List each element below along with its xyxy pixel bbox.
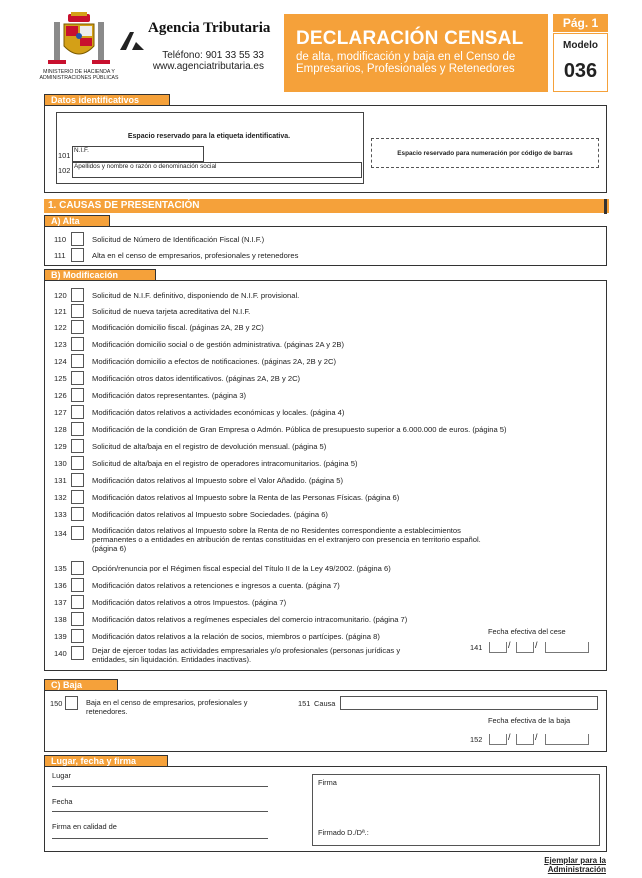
checkbox[interactable] bbox=[71, 473, 84, 487]
item-text: Modificación datos representantes. (página 3) bbox=[92, 391, 247, 400]
form-subtitle-line2: Empresarios, Profesionales y Retenedores bbox=[296, 63, 515, 75]
item-text: Modificación datos relativos al Impuesto sobre la Renta de no Residentes correspondiente a establecimientos permanentes o a entidades en atribución de rentas constituidas en el extranjero con presencia en territorio español. (página 6) bbox=[92, 526, 481, 553]
baja-tab: C) Baja bbox=[44, 679, 118, 691]
item-text: Modificación datos relativos a la relación de socios, miembros o partícipes. (página 8) bbox=[92, 632, 380, 641]
name-code: 102 bbox=[58, 166, 71, 175]
form-title: DECLARACIÓN CENSAL bbox=[296, 28, 524, 49]
checkbox[interactable] bbox=[71, 490, 84, 504]
checkbox[interactable] bbox=[71, 629, 84, 643]
checkbox[interactable] bbox=[71, 578, 84, 592]
item-text: Dejar de ejercer todas las actividades empresariales y/o profesionales (personas jurídicas y entidades, sin liquidación. Entidades inactivas). bbox=[92, 646, 401, 664]
item-text: Modificación datos relativos a otros Impuestos. (página 7) bbox=[92, 598, 287, 607]
agency-website[interactable]: www.agenciatributaria.es bbox=[152, 61, 264, 72]
ministry-name: MINISTERIO DE HACIENDA Y ADMINISTRACIONES PÚBLICAS bbox=[39, 69, 119, 81]
checkbox[interactable] bbox=[71, 646, 84, 660]
item-code: 121 bbox=[54, 307, 67, 316]
item-code: 137 bbox=[54, 598, 67, 607]
agency-logo-icon bbox=[118, 28, 146, 52]
item-code: 134 bbox=[54, 529, 67, 538]
checkbox[interactable] bbox=[71, 304, 84, 318]
item-code: 129 bbox=[54, 442, 67, 451]
item-code: 123 bbox=[54, 340, 67, 349]
alta-tab: A) Alta bbox=[44, 215, 110, 227]
item-code: 130 bbox=[54, 459, 67, 468]
form-subtitle-line1: de alta, modificación y baja en el Censo de bbox=[296, 51, 516, 63]
baja-date-code: 152 bbox=[470, 735, 483, 744]
name-label: Apellidos y nombre o razón o denominación social bbox=[74, 163, 217, 170]
date-separator: / bbox=[508, 640, 511, 650]
item-code: 140 bbox=[54, 649, 67, 658]
nif-field[interactable] bbox=[72, 146, 204, 162]
item-text: Solicitud de nueva tarjeta acreditativa del N.I.F. bbox=[92, 307, 251, 316]
checkbox[interactable] bbox=[71, 248, 84, 262]
alta-section bbox=[44, 226, 607, 266]
item-code: 128 bbox=[54, 425, 67, 434]
item-code: 125 bbox=[54, 374, 67, 383]
item-text: Modificación de la condición de Gran Empresa o Admón. Pública de presupuesto superior a 6.000.000 de euros. (página 5) bbox=[92, 425, 507, 434]
nif-label: N.I.F. bbox=[74, 147, 89, 154]
item-code: 136 bbox=[54, 581, 67, 590]
item-text: Solicitud de alta/baja en el registro de devolución mensual. (página 5) bbox=[92, 442, 327, 451]
checkbox[interactable] bbox=[71, 595, 84, 609]
checkbox[interactable] bbox=[71, 388, 84, 402]
place-field[interactable] bbox=[52, 786, 268, 787]
item-code: 135 bbox=[54, 564, 67, 573]
signed-by-label: Firmado D./Dª.: bbox=[318, 828, 369, 837]
modificacion-tab: B) Modificación bbox=[44, 269, 156, 281]
item-text: Solicitud de alta/baja en el registro de operadores intracomunitarios. (página 5) bbox=[92, 459, 358, 468]
checkbox[interactable] bbox=[71, 354, 84, 368]
agency-name: Agencia Tributaria bbox=[148, 20, 271, 36]
checkbox[interactable] bbox=[71, 507, 84, 521]
checkbox[interactable] bbox=[71, 405, 84, 419]
page-number: Pág. 1 bbox=[553, 14, 608, 32]
baja-cause-field[interactable] bbox=[340, 696, 598, 710]
checkbox[interactable] bbox=[71, 337, 84, 351]
item-code: 126 bbox=[54, 391, 67, 400]
place-label: Lugar bbox=[52, 771, 71, 780]
item-text: Modificación datos relativos al Impuesto sobre Sociedades. (página 6) bbox=[92, 510, 328, 519]
checkbox[interactable] bbox=[71, 371, 84, 385]
baja-day-field[interactable] bbox=[489, 734, 507, 745]
copy-label: Ejemplar para la Administración bbox=[544, 856, 606, 874]
checkbox[interactable] bbox=[71, 320, 84, 334]
baja-year-field[interactable] bbox=[545, 734, 589, 745]
model-number: 036 bbox=[563, 60, 598, 82]
item-text: Modificación domicilio social o de gestión administrativa. (páginas 2A y 2B) bbox=[92, 340, 344, 349]
item-code: 133 bbox=[54, 510, 67, 519]
cese-month-field[interactable] bbox=[516, 642, 534, 653]
item-text: Modificación datos relativos al Impuesto sobre el Valor Añadido. (página 5) bbox=[92, 476, 344, 485]
sign-label: Firma bbox=[318, 778, 337, 787]
checkbox[interactable] bbox=[71, 612, 84, 626]
cese-date-code: 141 bbox=[470, 643, 483, 652]
item-text: Opción/renuncia por el Régimen fiscal especial del Título II de la Ley 49/2002. (página 6) bbox=[92, 564, 391, 573]
item-text: Modificación datos relativos al Impuesto sobre la Renta de las Personas Físicas. (página 6) bbox=[92, 493, 400, 502]
baja-month-field[interactable] bbox=[516, 734, 534, 745]
cese-date-label: Fecha efectiva del cese bbox=[488, 627, 566, 636]
baja-code: 150 bbox=[50, 699, 63, 708]
barcode-caption: Espacio reservado para numeración por código de barras bbox=[397, 150, 573, 157]
item-code: 138 bbox=[54, 615, 67, 624]
item-code: 131 bbox=[54, 476, 67, 485]
cese-year-field[interactable] bbox=[545, 642, 589, 653]
baja-date-label: Fecha efectiva de la baja bbox=[488, 716, 571, 725]
signature-tab: Lugar, fecha y firma bbox=[44, 755, 168, 767]
date-separator: / bbox=[508, 732, 511, 742]
label-space-caption: Espacio reservado para la etiqueta identificativa. bbox=[127, 133, 291, 140]
item-code: 111 bbox=[54, 251, 66, 260]
item-code: 124 bbox=[54, 357, 67, 366]
checkbox[interactable] bbox=[71, 439, 84, 453]
model-box bbox=[553, 33, 608, 92]
checkbox[interactable] bbox=[71, 526, 84, 540]
causes-title: 1. CAUSAS DE PRESENTACIÓN bbox=[44, 199, 609, 213]
item-text: Solicitud de Número de Identificación Fiscal (N.I.F.) bbox=[92, 235, 265, 244]
identification-tab: Datos identificativos bbox=[44, 94, 170, 106]
item-code: 122 bbox=[54, 323, 67, 332]
nif-code: 101 bbox=[58, 151, 71, 160]
item-code: 132 bbox=[54, 493, 67, 502]
date-field[interactable] bbox=[52, 811, 268, 812]
checkbox[interactable] bbox=[71, 288, 84, 302]
causes-title-edge bbox=[604, 199, 607, 214]
item-text: Modificación domicilio fiscal. (páginas 2A, 2B y 2C) bbox=[92, 323, 264, 332]
item-code: 127 bbox=[54, 408, 67, 417]
item-code: 120 bbox=[54, 291, 67, 300]
checkbox[interactable] bbox=[71, 561, 84, 575]
item-text: Modificación domicilio a efectos de notificaciones. (páginas 2A, 2B y 2C) bbox=[92, 357, 336, 366]
item-text: Alta en el censo de empresarios, profesionales y retenedores bbox=[92, 251, 299, 260]
date-separator: / bbox=[535, 732, 538, 742]
checkbox[interactable] bbox=[71, 456, 84, 470]
cese-day-field[interactable] bbox=[489, 642, 507, 653]
capacity-field[interactable] bbox=[52, 838, 268, 839]
item-text: Modificación datos relativos a actividades económicas y locales. (página 4) bbox=[92, 408, 345, 417]
agency-phone: Teléfono: 901 33 55 33 bbox=[162, 50, 264, 61]
checkbox[interactable] bbox=[71, 422, 84, 436]
item-code: 139 bbox=[54, 632, 67, 641]
model-label: Modelo bbox=[563, 40, 598, 51]
baja-cause-label: Causa bbox=[314, 699, 336, 708]
baja-checkbox[interactable] bbox=[65, 696, 78, 710]
date-separator: / bbox=[535, 640, 538, 650]
item-text: Solicitud de N.I.F. definitivo, disponiendo de N.I.F. provisional. bbox=[92, 291, 300, 300]
baja-text: Baja en el censo de empresarios, profesionales y retenedores. bbox=[86, 698, 248, 716]
baja-cause-code: 151 bbox=[298, 699, 311, 708]
capacity-label: Firma en calidad de bbox=[52, 822, 117, 831]
item-text: Modificación datos relativos a regímenes especiales del comercio intracomunitario. (página 7) bbox=[92, 615, 408, 624]
checkbox[interactable] bbox=[71, 232, 84, 246]
item-text: Modificación otros datos identificativos. (páginas 2A, 2B y 2C) bbox=[92, 374, 301, 383]
item-code: 110 bbox=[54, 235, 67, 244]
date-label: Fecha bbox=[52, 797, 73, 806]
item-text: Modificación datos relativos a retenciones e ingresos a cuenta. (página 7) bbox=[92, 581, 340, 590]
